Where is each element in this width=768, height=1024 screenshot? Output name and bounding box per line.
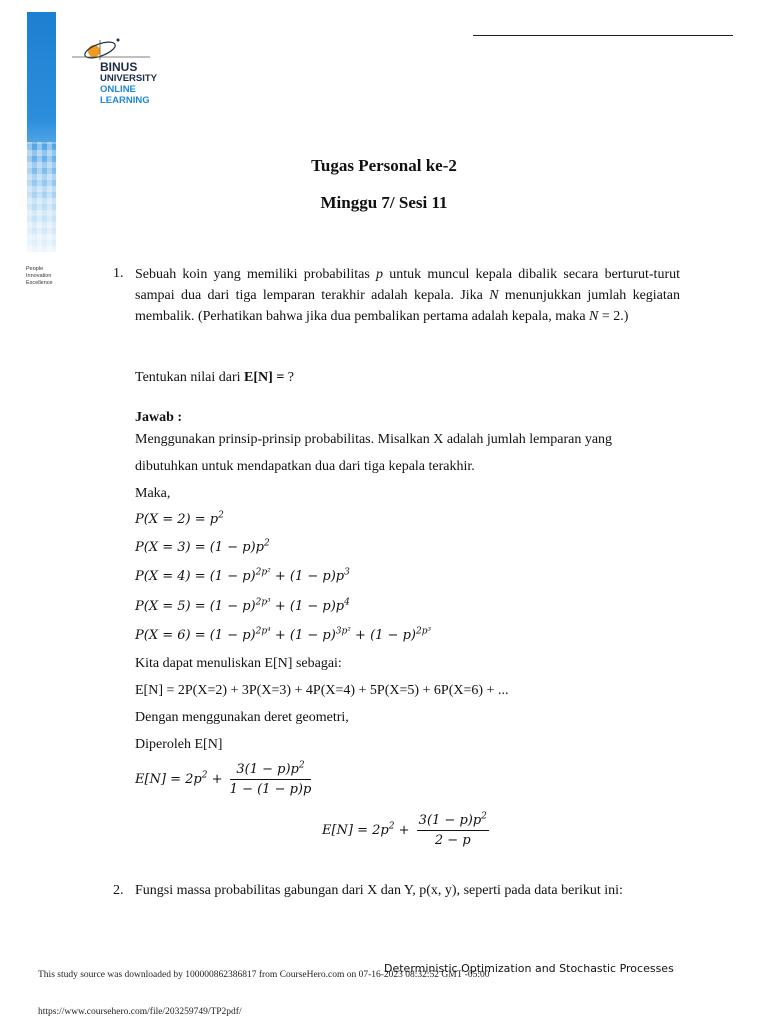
tagline-innovation: Innovation	[26, 273, 52, 279]
question-1-number: 1.	[113, 266, 124, 281]
page-title: Tugas Personal ke-2	[311, 156, 457, 175]
tagline-excellence: Excellence	[26, 280, 53, 286]
expectation-series: E[N] = 2P(X=2) + 3P(X=3) + 4P(X=4) + 5P(X=5) + 6P(X=6) + ...	[135, 683, 509, 698]
tagline-people: People	[26, 266, 44, 272]
question-2-text: Fungsi massa probabilitas gabungan dari X dan Y, p(x, y), seperti pada data berikut ini:	[135, 883, 623, 898]
formula-expectation-2: $E[N] = 2p^2$ + $\frac{3(1 - p)p^2}{2 - p}$	[322, 811, 487, 848]
logo-online: ONLINE	[100, 84, 136, 95]
footer-source-note: This study source was downloaded by 100000862386817 from CourseHero.com on 07-16-2023 08:32:52 GMT -05:00	[38, 970, 490, 980]
equation-p-x-6: $P(X = 6) = (1 - p)^{2p^4} + (1 - p)^{3p^2} + (1 - p)^{2p^3}$	[135, 626, 432, 643]
footer-url-link[interactable]: https://www.coursehero.com/file/203259749/TP2pdf/	[38, 1007, 242, 1017]
logo-tagline	[26, 266, 53, 287]
logo-wordmark	[100, 62, 157, 106]
answer-label: Jawab :	[135, 410, 183, 425]
maka-text: Maka,	[135, 486, 171, 501]
logo-learning: LEARNING	[100, 95, 150, 106]
kita-text: Kita dapat menuliskan E[N] sebagai:	[135, 656, 342, 671]
logo-university: UNIVERSITY	[100, 73, 158, 84]
question-1-text: Sebuah koin yang memiliki probabilitas p untuk muncul kepala dibalik secara berturut-turut sampai dua dari tiga lemparan terakhir adalah kepala. Jika N menunjukkan jumlah kegiatan membalik. (Perhatikan bahwa jika dua pembalikan pertama adalah kepala, maka N = 2.)	[135, 267, 681, 324]
equation-p-x-2: $P(X = 2) = p^2$	[135, 510, 224, 527]
diperoleh-text: Diperoleh E[N]	[135, 737, 223, 752]
equation-p-x-4: $P(X = 4) = (1 - p)^{2p^2} + (1 - p)p^3$	[135, 567, 350, 584]
footer-course-title: Deterministic Optimization and Stochastic Processes	[384, 962, 674, 975]
header-rule	[473, 35, 733, 36]
answer-line-1: Menggunakan prinsip-prinsip probabilitas. Misalkan X adalah jumlah lemparan yang	[135, 432, 613, 447]
logo-binus: BINUS	[100, 60, 138, 74]
equation-p-x-3: $P(X = 3) = (1 - p)p^2$	[135, 538, 270, 555]
page-subtitle: Minggu 7/ Sesi 11	[320, 193, 448, 212]
question-1-ask: Tentukan nilai dari E[N] = ?	[135, 370, 295, 385]
answer-line-2: dibutuhkan untuk mendapatkan dua dari tiga kepala terakhir.	[135, 459, 475, 474]
formula-expectation-1: $E[N] = 2p^2$ + $\frac{3(1 - p)p^2}{1 - (1 - p)p}$	[135, 760, 312, 797]
question-2-number: 2.	[113, 883, 124, 898]
equation-p-x-5: $P(X = 5) = (1 - p)^{2p^3} + (1 - p)p^4$	[135, 597, 350, 614]
deret-text: Dengan menggunakan deret geometri,	[135, 710, 349, 725]
side-decoration-strip	[27, 12, 56, 252]
